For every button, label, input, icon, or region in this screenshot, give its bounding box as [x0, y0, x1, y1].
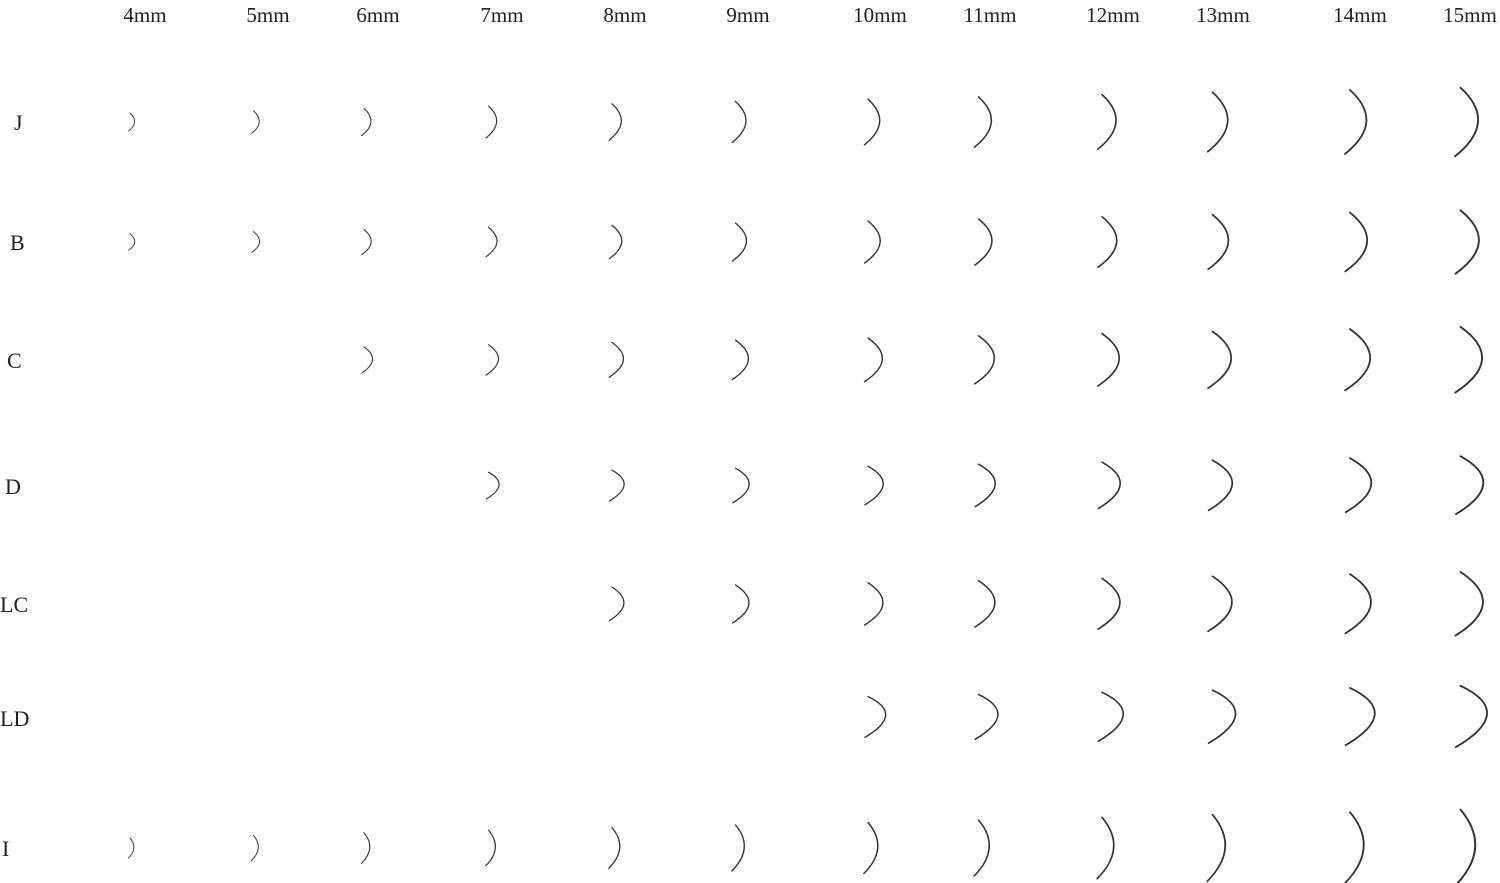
curl-ld-13mm [1209, 690, 1236, 743]
curl-d-10mm [865, 466, 883, 505]
length-label-9mm: 9mm [726, 3, 770, 27]
curl-j-13mm [1208, 92, 1228, 151]
curl-j-15mm [1455, 88, 1478, 157]
curl-c-6mm [362, 347, 373, 373]
length-label-13mm: 13mm [1196, 3, 1250, 27]
length-label-11mm: 11mm [963, 3, 1017, 27]
length-label-10mm: 10mm [853, 3, 907, 27]
length-label-7mm: 7mm [480, 3, 524, 27]
curl-type-label-ld: LD [0, 706, 30, 731]
curl-ld-10mm [865, 697, 886, 738]
length-label-8mm: 8mm [603, 3, 647, 27]
curl-j-7mm [486, 106, 497, 138]
length-header-row [123, 3, 1496, 27]
curl-d-14mm [1346, 458, 1371, 512]
curl-j-9mm [732, 102, 746, 143]
curl-lc-9mm [733, 585, 749, 623]
curl-i-11mm [974, 820, 989, 876]
curl-type-column [0, 110, 29, 861]
curl-type-label-c: C [7, 348, 22, 373]
curl-i-5mm [252, 835, 259, 860]
curl-i-7mm [486, 830, 496, 866]
curl-j-10mm [864, 99, 879, 145]
curl-i-15mm [1454, 810, 1475, 883]
curl-c-14mm [1345, 329, 1370, 390]
curl-b-9mm [733, 223, 747, 261]
curl-c-13mm [1208, 331, 1231, 388]
curl-d-15mm [1456, 456, 1483, 514]
length-label-15mm: 15mm [1443, 3, 1497, 27]
curl-j-14mm [1345, 90, 1367, 154]
curl-j-11mm [975, 97, 992, 147]
curl-c-10mm [865, 338, 883, 382]
curl-lc-15mm [1456, 572, 1483, 636]
curl-lc-14mm [1345, 574, 1371, 633]
curl-i-13mm [1207, 815, 1225, 882]
curl-j-12mm [1098, 95, 1116, 150]
curl-c-9mm [732, 340, 748, 379]
curl-type-label-lc: LC [0, 592, 29, 617]
curl-b-6mm [362, 230, 371, 255]
curl-i-12mm [1097, 817, 1114, 878]
curl-ld-11mm [975, 694, 998, 739]
curl-i-6mm [362, 833, 370, 863]
curl-i-9mm [732, 825, 745, 871]
curl-ld-15mm [1456, 686, 1487, 747]
curl-d-9mm [733, 468, 749, 503]
length-label-6mm: 6mm [356, 3, 400, 27]
curl-lc-11mm [975, 581, 995, 628]
length-label-4mm: 4mm [123, 3, 167, 27]
curl-ld-12mm [1098, 692, 1123, 741]
curl-i-4mm [128, 838, 133, 858]
curl-lc-8mm [609, 587, 624, 621]
curl-b-12mm [1098, 217, 1117, 267]
curl-b-13mm [1208, 215, 1228, 270]
curl-type-label-i: I [2, 836, 10, 861]
curl-type-label-d: D [5, 474, 21, 499]
length-label-5mm: 5mm [246, 3, 290, 27]
curl-i-14mm [1344, 812, 1363, 883]
curl-c-7mm [486, 345, 498, 375]
curl-b-7mm [486, 227, 497, 256]
curl-j-8mm [609, 104, 621, 140]
curl-type-label-j: J [14, 110, 23, 135]
curl-d-8mm [610, 470, 625, 501]
curl-type-label-b: B [10, 230, 25, 255]
curl-lc-13mm [1208, 576, 1232, 631]
curl-c-12mm [1098, 334, 1119, 386]
curl-d-12mm [1098, 462, 1120, 508]
curl-c-8mm [609, 343, 623, 378]
curl-lc-12mm [1098, 578, 1120, 629]
curl-j-4mm [129, 113, 135, 131]
curl-c-15mm [1455, 327, 1482, 393]
curl-b-8mm [609, 225, 621, 258]
curl-b-11mm [975, 219, 992, 265]
curl-d-13mm [1209, 460, 1233, 510]
curl-c-11mm [975, 336, 995, 384]
curl-d-11mm [975, 464, 995, 506]
length-label-12mm: 12mm [1086, 3, 1140, 27]
curl-j-6mm [362, 108, 371, 135]
curl-b-4mm [129, 234, 135, 251]
curl-b-15mm [1456, 210, 1479, 273]
curl-lc-10mm [865, 583, 883, 625]
curl-i-10mm [864, 823, 878, 874]
curl-ld-14mm [1346, 688, 1375, 745]
length-label-14mm: 14mm [1333, 3, 1387, 27]
curl-d-7mm [486, 472, 499, 499]
curl-b-5mm [252, 232, 260, 253]
curl-i-8mm [609, 828, 620, 869]
curl-j-5mm [252, 111, 260, 134]
curl-b-10mm [865, 221, 881, 263]
curl-grid [128, 88, 1487, 883]
curl-b-14mm [1345, 213, 1367, 272]
